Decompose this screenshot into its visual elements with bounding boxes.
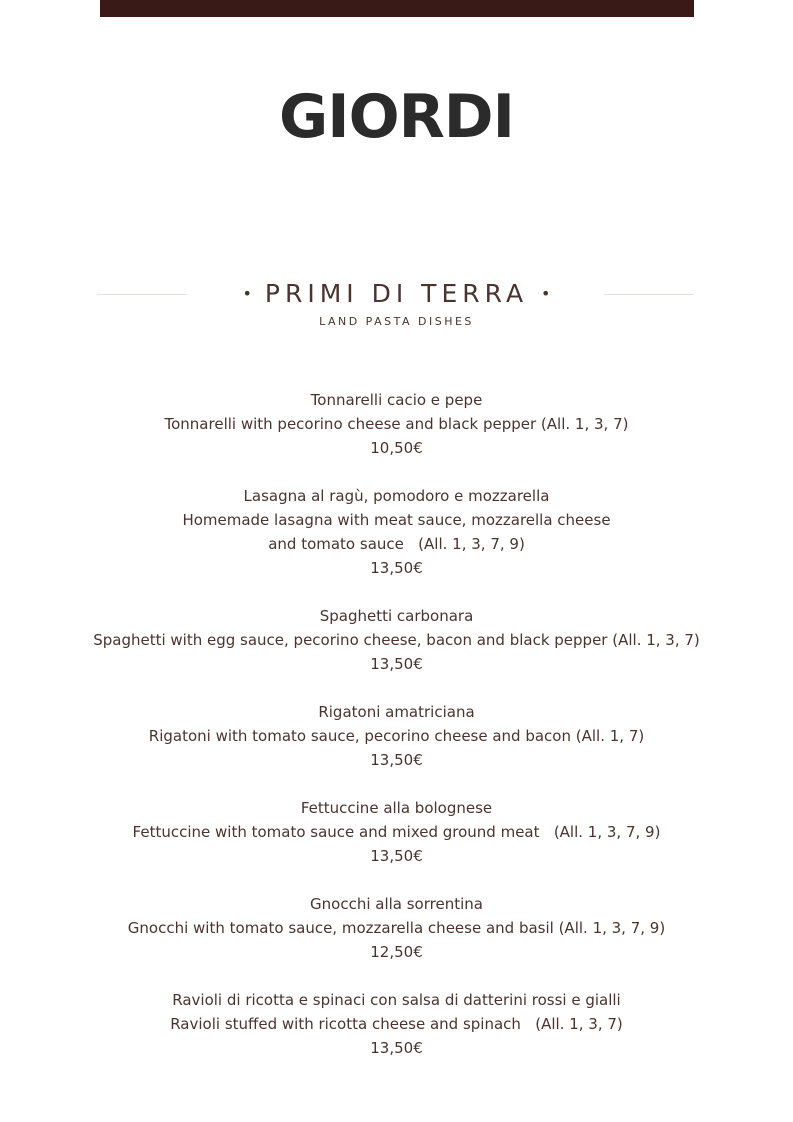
dish-description: Fettuccine with tomato sauce and mixed ground meat (All. 1, 3, 7, 9) xyxy=(132,823,661,841)
menu-item xyxy=(0,388,793,460)
dish-description: Homemade lasagna with meat sauce, mozzarella cheese xyxy=(182,511,611,529)
dish-name: Ravioli di ricotta e spinaci con salsa di datterini rossi e gialli xyxy=(172,991,621,1009)
bullet-dot-right: • xyxy=(541,284,551,303)
dish-description: Spaghetti with egg sauce, pecorino cheese, bacon and black pepper (All. 1, 3, 7) xyxy=(93,631,700,649)
menu-item xyxy=(0,484,793,580)
menu-item xyxy=(0,988,793,1060)
dish-price: 13,50€ xyxy=(370,559,423,577)
dish-price: 13,50€ xyxy=(370,847,423,865)
dish-price: 13,50€ xyxy=(370,751,423,769)
dish-description: Ravioli stuffed with ricotta cheese and spinach (All. 1, 3, 7) xyxy=(170,1015,623,1033)
dish-price: 13,50€ xyxy=(370,1039,423,1057)
section-title xyxy=(0,278,793,310)
menu-item xyxy=(0,700,793,772)
bullet-dot-left: • xyxy=(242,284,252,303)
dish-name: Tonnarelli cacio e pepe xyxy=(310,391,483,409)
dish-name: Rigatoni amatriciana xyxy=(318,703,475,721)
dish-description: Tonnarelli with pecorino cheese and black pepper (All. 1, 3, 7) xyxy=(164,415,629,433)
dish-description: Gnocchi with tomato sauce, mozzarella cheese and basil (All. 1, 3, 7, 9) xyxy=(127,919,666,937)
section-title-text: PRIMI DI TERRA xyxy=(264,279,529,308)
dish-name: Gnocchi alla sorrentina xyxy=(310,895,483,913)
dish-name: Fettuccine alla bolognese xyxy=(300,799,493,817)
section-subtitle: LAND PASTA DISHES xyxy=(319,315,474,328)
dish-description: Rigatoni with tomato sauce, pecorino cheese and bacon (All. 1, 7) xyxy=(148,727,645,745)
dish-price: 12,50€ xyxy=(370,943,423,961)
dish-price: 13,50€ xyxy=(370,655,423,673)
menu-item xyxy=(0,604,793,676)
brand-logo: GIORDI xyxy=(279,82,514,152)
menu-item xyxy=(0,796,793,868)
dish-name: Spaghetti carbonara xyxy=(319,607,474,625)
menu-list xyxy=(0,388,793,1084)
dish-description: and tomato sauce (All. 1, 3, 7, 9) xyxy=(268,535,525,553)
menu-item xyxy=(0,892,793,964)
top-bar xyxy=(100,0,694,17)
dish-name: Lasagna al ragù, pomodoro e mozzarella xyxy=(243,487,550,505)
dish-price: 10,50€ xyxy=(370,439,423,457)
